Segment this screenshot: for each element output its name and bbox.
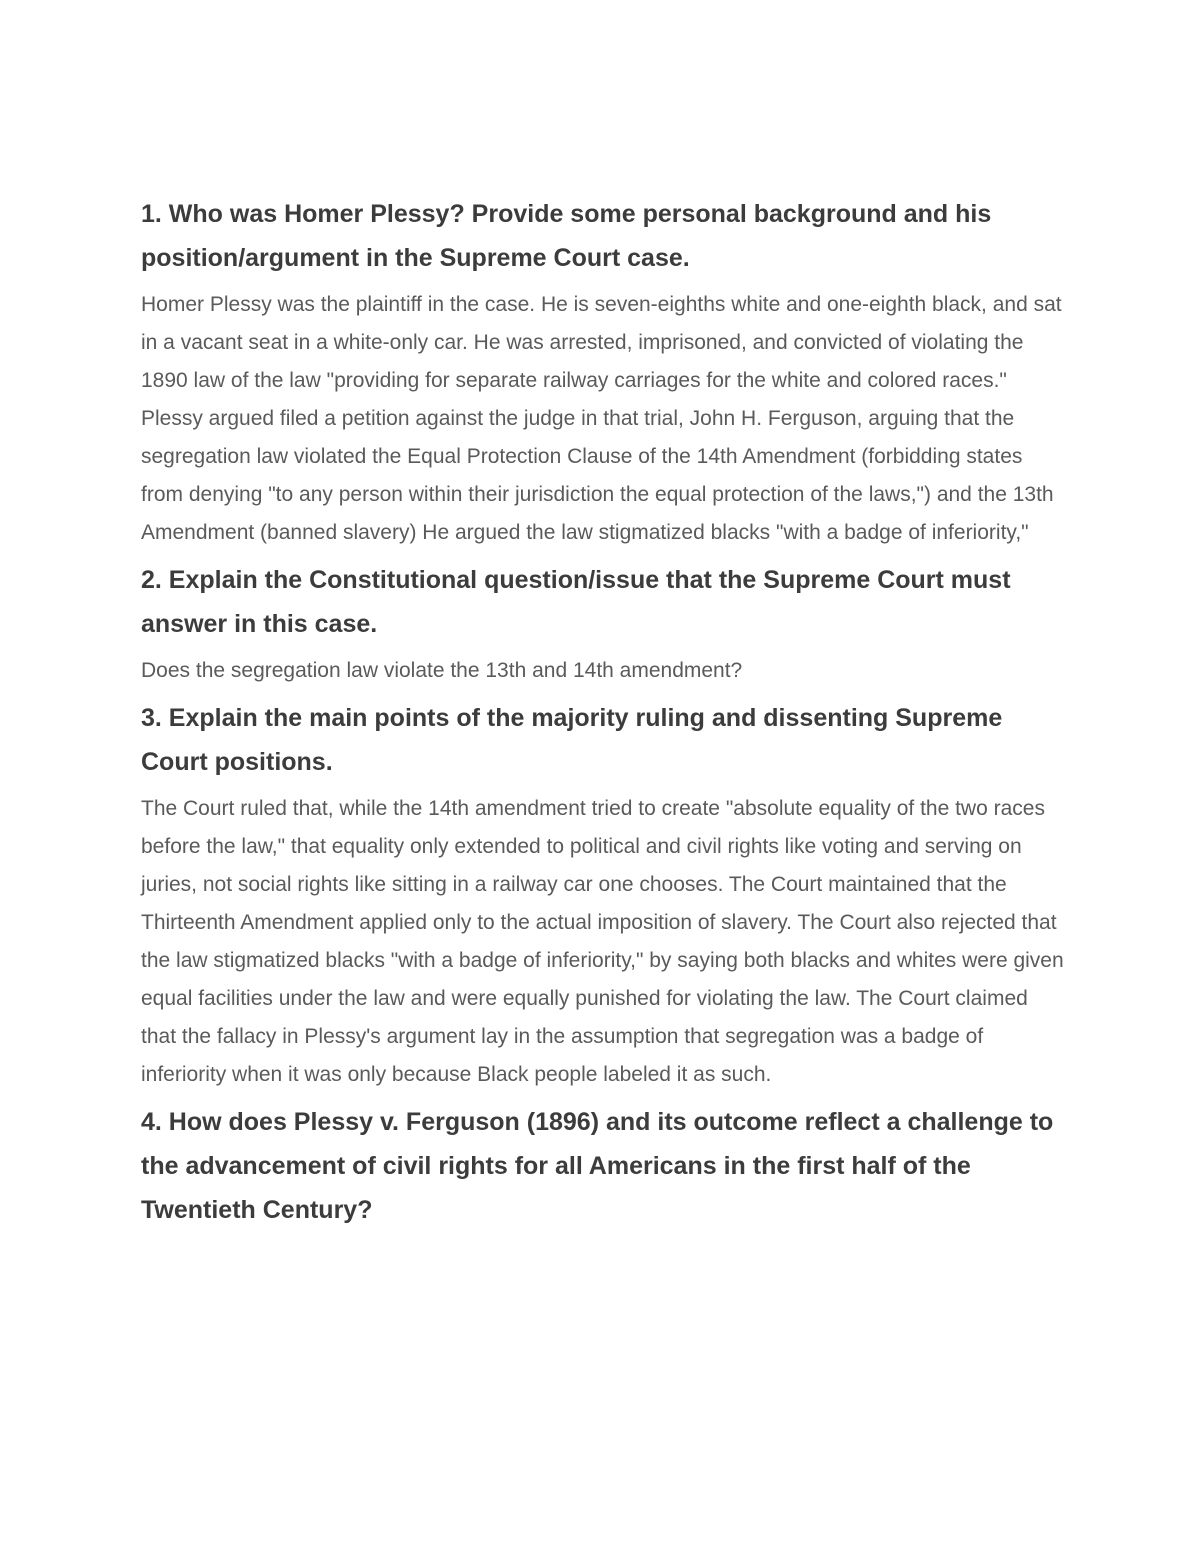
question-3: 3. Explain the main points of the majority ruling and dissenting Supreme Court positions. bbox=[141, 704, 1003, 776]
question-2: 2. Explain the Constitutional question/issue that the Supreme Court must answer in this case. bbox=[141, 566, 1011, 638]
question-1: 1. Who was Homer Plessy? Provide some personal background and his position/argument in the Supreme Court case. bbox=[141, 200, 992, 272]
answer-1: Homer Plessy was the plaintiff in the case. He is seven-eighths white and one-eighth black, and sat in a vacant seat in a white-only car. He was arrested, imprisoned, and convicted of violating the 1890 law of the law "providing for separate railway carriages for the white and colored races." Plessy argued filed a petition against the judge in that trial, John H. Ferguson, arguing that the segregation law violated the Equal Protection Clause of the 14th Amendment (forbidding states from denying "to any person within their jurisdiction the equal protection of the laws,") and the 13th Amendment (banned slavery) He argued the law stigmatized blacks "with a badge of inferiority," bbox=[141, 293, 1062, 544]
answer-3: The Court ruled that, while the 14th amendment tried to create "absolute equality of the two races before the law," that equality only extended to political and civil rights like voting and serving on juries, not social rights like sitting in a railway car one chooses. The Court maintained that the Thirteenth Amendment applied only to the actual imposition of slavery. The Court also rejected that the law stigmatized blacks "with a badge of inferiority," by saying both blacks and whites were given equal facilities under the law and were equally punished for violating the law. The Court claimed that the fallacy in Plessy's argument lay in the assumption that segregation was a badge of inferiority when it was only because Black people labeled it as such. bbox=[141, 797, 1064, 1086]
question-4: 4. How does Plessy v. Ferguson (1896) and its outcome reflect a challenge to the advancement of civil rights for all Americans in the first half of the Twentieth Century? bbox=[141, 1108, 1054, 1224]
answer-2: Does the segregation law violate the 13th and 14th amendment? bbox=[141, 659, 743, 682]
document-page bbox=[141, 192, 1066, 1232]
